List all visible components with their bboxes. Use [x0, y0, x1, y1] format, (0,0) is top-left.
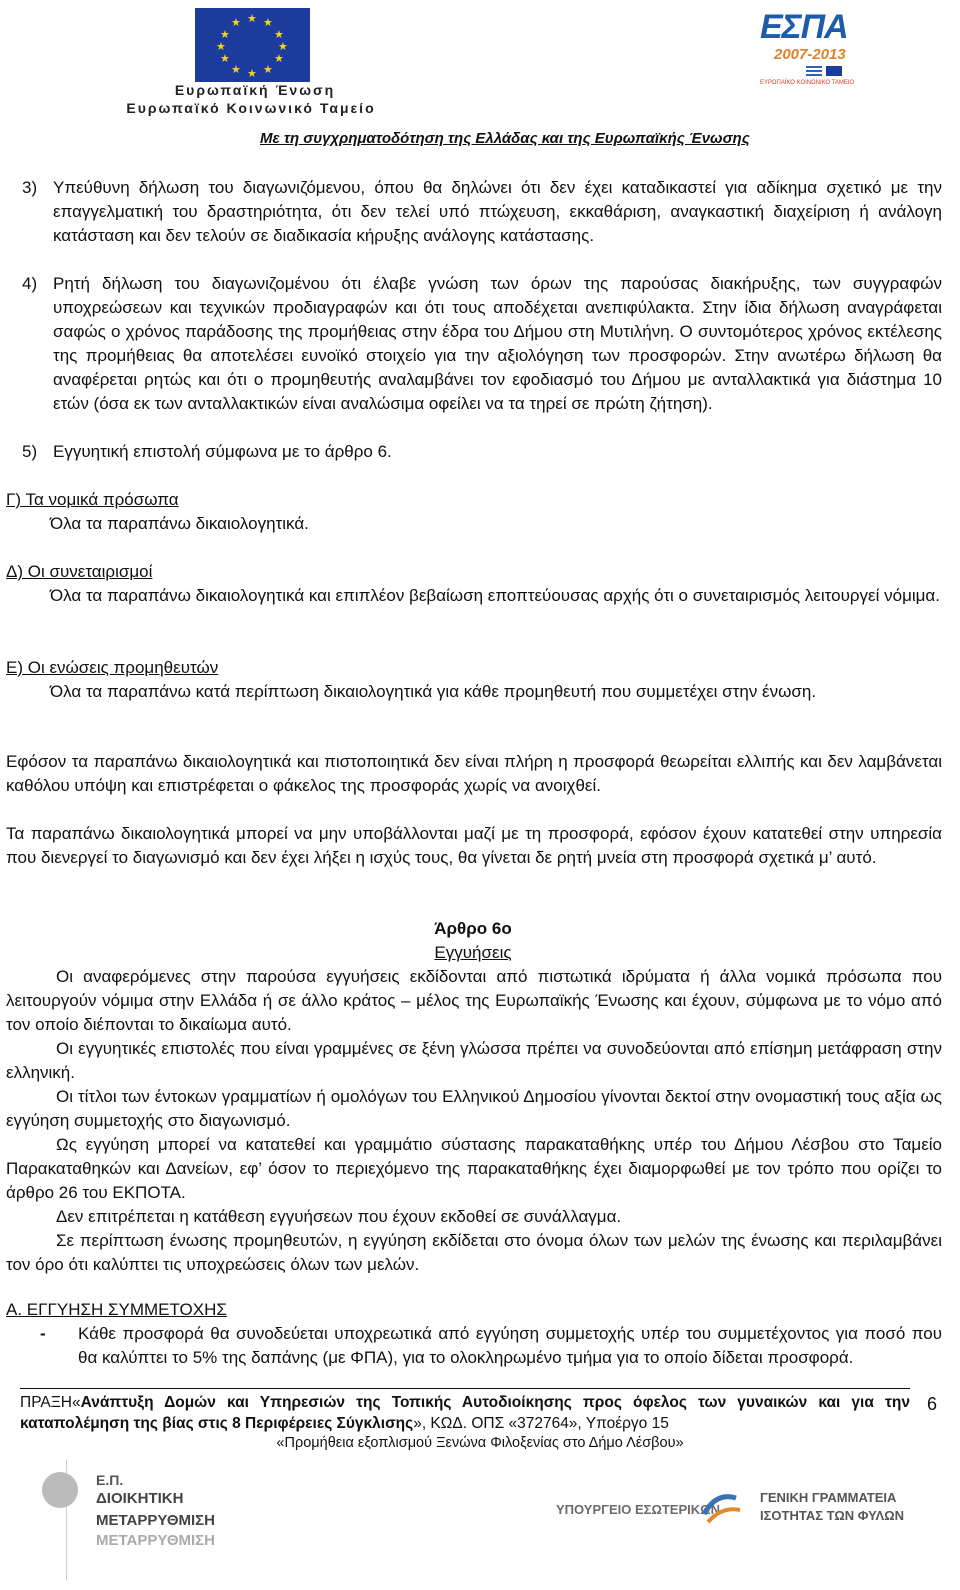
article-subtitle: Εγγυήσεις — [434, 943, 512, 962]
ministry-emblem-icon — [696, 1484, 746, 1534]
eu-flag-icon — [826, 66, 842, 76]
paragraph-submitted-documents: Τα παραπάνω δικαιολογητικά μπορεί να μην υποβάλλονται μαζί με τη προσφορά, εφόσον έχουν κατατεθεί στην υπηρεσία που διενεργεί το διαγωνισμό και δεν έχει λήξει η ισχύς τους, θα γίνεται δε ρητή μνεία στη προσφορά σχετικά μ’ αυτό. — [6, 824, 942, 867]
logo3-line2: ΙΣΟΤΗΤΑΣ ΤΩΝ ΦΥΛΩΝ — [760, 1508, 905, 1523]
eu-union-label: Ευρωπαϊκή Ένωση — [174, 82, 336, 98]
participation-guarantee-title: Α. ΕΓΓΥΗΣΗ ΣΥΜΜΕΤΟΧΗΣ — [6, 1300, 227, 1319]
espa-logo — [760, 8, 855, 100]
footer-bold-title: Ανάπτυξη Δομών και Υπηρεσιών της Τοπικής Αυτοδιοίκησης προς όφελος των γυναικών και για την καταπολέμηση της βίας στις 8 Περιφέρειες Σύγκλισης — [20, 1394, 910, 1432]
logo1-line2: ΔΙΟΙΚΗΤΙΚΗ — [96, 1490, 184, 1507]
footer-suffix: », ΚΩΔ. ΟΠΣ «372764», Υποέργο 15 — [413, 1415, 669, 1432]
eu-social-fund-label: Ευρωπαϊκό Κοινωνικό Ταμείο — [126, 100, 376, 116]
item-3-text: Υπεύθυνη δήλωση του διαγωνιζόμενου, όπου θα δηλώνει ότι δεν έχει καταδικαστεί για αδίκημα σχετικό με την επαγγελματική του δραστηριότητα, ότι δεν τελεί υπό πτώχευση, εκκαθάριση, αναγκαστική διαχείριση ή ανάλογη κατάσταση και δεν τελούν σε διαδικασία κήρυξης ανάλογης κατάστασης. — [53, 178, 942, 245]
section-e-title: Ε) Οι ενώσεις προμηθευτών — [6, 658, 219, 677]
item-5-text: Εγγυητική επιστολή σύμφωνα με το άρθρο 6. — [53, 442, 392, 461]
item-4-number: 4) — [22, 274, 38, 293]
article-title: Άρθρο 6ο — [434, 919, 512, 938]
greek-flag-icon — [806, 66, 822, 76]
section-d-text: Όλα τα παραπάνω δικαιολογητικά και επιπλέον βεβαίωση εποπτεύουσας αρχής ότι ο συνεταιρισμός λειτουργεί νόμιμα. — [50, 586, 940, 605]
article-paragraph-6: Σε περίπτωση ένωσης προμηθευτών, η εγγύηση εκδίδεται στο όνομα όλων των μελών της ένωσης και περιλαμβάνει τον όρο ότι καλύπτει τις υποχρεώσεις όλων των μελών. — [6, 1231, 942, 1274]
section-g-text: Όλα τα παραπάνω δικαιολογητικά. — [50, 514, 309, 533]
article-paragraph-5: Δεν επιτρέπεται η κατάθεση εγγυήσεων που έχουν εκδοθεί σε συνάλλαγμα. — [56, 1207, 622, 1226]
section-g-title: Γ) Τα νομικά πρόσωπα — [6, 490, 179, 509]
paragraph-incomplete-documents: Εφόσον τα παραπάνω δικαιολογητικά και πιστοποιητικά δεν είναι πλήρη η προσφορά θεωρείται ελλιπής και δεν λαμβάνεται καθόλου υπόψη και επιστρέφεται ο φάκελος της προσφοράς χωρίς να ανοιχθεί. — [6, 752, 942, 795]
espa-years: 2007-2013 — [774, 46, 846, 63]
item-5-number: 5) — [22, 442, 38, 461]
article-paragraph-3: Οι τίτλοι των έντοκων γραμματίων ή ομολόγων του Ελληνικού Δημοσίου γίνονται δεκτοί στην ονομαστική τους αξία ως εγγύηση συμμετοχής στο διαγωνισμό. — [6, 1087, 942, 1130]
footer-divider — [20, 1388, 910, 1389]
section-e-text: Όλα τα παραπάνω κατά περίπτωση δικαιολογητικά για κάθε προμηθευτή που συμμετέχει στην ένωση. — [50, 682, 817, 701]
footer-subproject: «Προμήθεια εξοπλισμού Ξενώνα Φιλοξενίας στο Δήμο Λέσβου» — [276, 1435, 684, 1451]
bullet-mark: - — [40, 1324, 46, 1343]
person-icon — [42, 1472, 78, 1508]
footer-project-title — [20, 1392, 910, 1434]
footer-prefix: ΠΡΑΞΗ« — [20, 1394, 81, 1411]
logo3-line1: ΓΕΝΙΚΗ ΓΡΑΜΜΑΤΕΙΑ — [760, 1490, 897, 1505]
logo1-line3: ΜΕΤΑΡΡΥΘΜΙΣΗ — [96, 1512, 215, 1529]
administrative-reform-logo — [36, 1460, 215, 1580]
item-3-number: 3) — [22, 178, 38, 197]
espa-subtitle: ΕΥΡΩΠΑΪΚΟ ΚΟΙΝΩΝΙΚΟ ΤΑΜΕΙΟ — [760, 80, 855, 86]
cofinancing-note: Με τη συγχρηματοδότηση της Ελλάδας και της Ευρωπαϊκής Ένωσης — [260, 130, 750, 147]
eu-flag-logo: ★ ★ ★ ★ ★ ★ ★ ★ ★ ★ ★ ★ — [195, 8, 310, 82]
article-paragraph-4: Ως εγγύηση μπορεί να κατατεθεί και γραμμάτιο σύστασης παρακαταθήκης υπέρ του Δήμου Λέσβου στο Ταμείο Παρακαταθηκών και Δανείων, εφ’ όσον το περιεχόμενο της παρακαταθήκης έχει διαμορφωθεί με τον τρόπο που ορίζει το άρθρο 26 του ΕΚΠΟΤΑ. — [6, 1135, 942, 1202]
logo2-text: ΥΠΟΥΡΓΕΙΟ ΕΣΩΤΕΡΙΚΩΝ — [556, 1502, 720, 1517]
article-paragraph-2: Οι εγγυητικές επιστολές που είναι γραμμένες σε ξένη γλώσσα πρέπει να συνοδεύονται από επίσημη μετάφραση στην ελληνική. — [6, 1039, 942, 1082]
item-4-text: Ρητή δήλωση του διαγωνιζομένου ότι έλαβε γνώση των όρων της παρούσας διακήρυξης, των συγγραφών υποχρεώσεων και τεχνικών προδιαγραφών και ότι τους αποδέχεται ανεπιφύλακτα. Στην ίδια δήλωση αναγράφεται σαφώς ο χρόνος παράδοσης της προμήθειας στην έδρα του Δήμου στη Μυτιλήνη. Ο συντομότερος χρόνος εκτέλεσης της προμήθειας θα αποτελέσει ευνοϊκό στοιχείο για την αξιολόγηση των προσφορών. Στην ανωτέρω δήλωση θα αναφέρεται ρητώς και ότι ο προμηθευτής αναλαμβάνει τον εφοδιασμό του Δήμου με ανταλλακτικά για διάστημα 10 ετών (όσα εκ των ανταλλακτικών είναι αναλώσιμα οφείλει να τα τηρεί σε πρώτη ζήτηση). — [53, 274, 942, 413]
espa-title: ΕΣΠΑ — [760, 8, 848, 46]
bullet-text: Κάθε προσφορά θα συνοδεύεται υποχρεωτικά από εγγύηση συμμετοχής υπέρ του συμμετέχοντος για ποσό που θα καλύπτει το 5% της δαπάνης (με ΦΠΑ), για το ολοκληρωμένο τμήμα για το οποίο δίδεται προσφορά. — [78, 1324, 942, 1367]
logo1-line1: Ε.Π. — [96, 1472, 124, 1488]
page-number: 6 — [927, 1394, 938, 1414]
article-paragraph-1: Οι αναφερόμενες στην παρούσα εγγυήσεις εκδίδονται από πιστωτικά ιδρύματα ή άλλα νομικά πρόσωπα που λειτουργούν νόμιμα στην Ελλάδα ή σε άλλο κράτος – μέλος της Ευρωπαϊκής Ένωσης και έχουν, σύμφωνα με το νόμο από τον οποίο διέπονται το δικαίωμα αυτό. — [6, 967, 942, 1034]
section-d-title: Δ) Οι συνεταιρισμοί — [6, 562, 153, 581]
logo1-line4: ΜΕΤΑΡΡΥΘΜΙΣΗ — [96, 1532, 215, 1549]
